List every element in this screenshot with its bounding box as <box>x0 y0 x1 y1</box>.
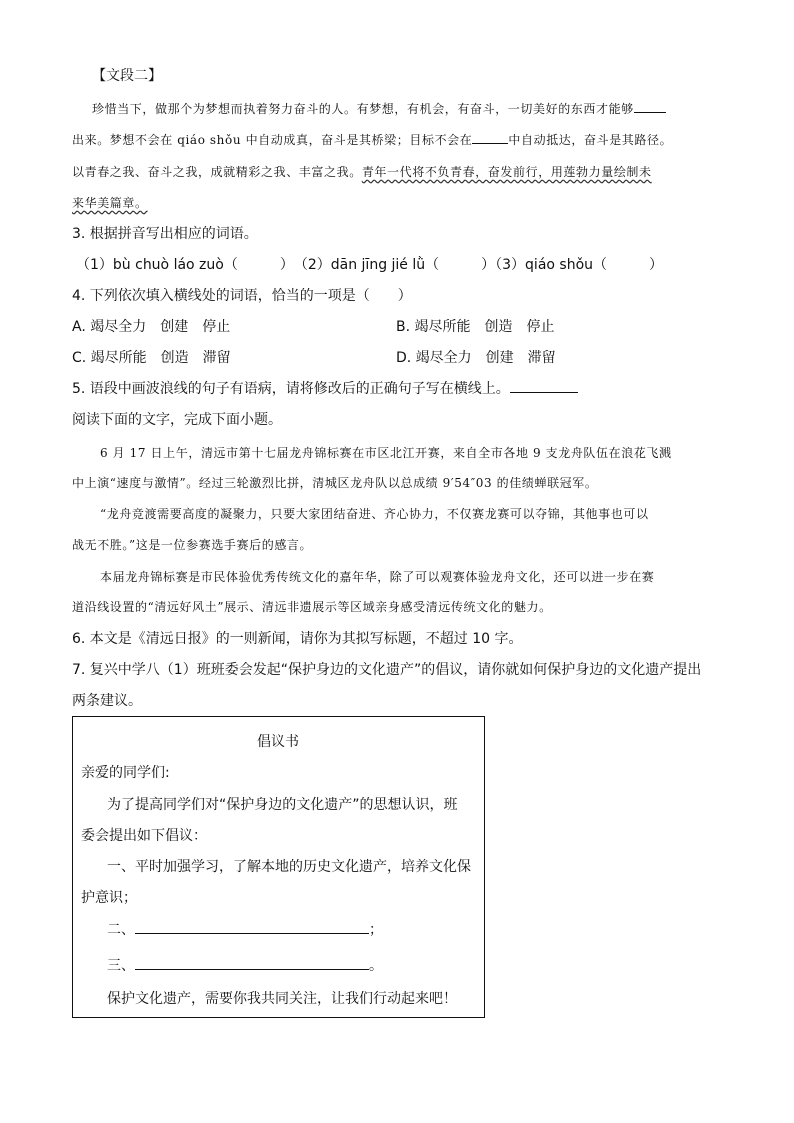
answer-blank[interactable] <box>135 957 369 970</box>
proposal-intro-cont: 委会提出如下倡议： <box>81 828 207 844</box>
question-5-text: 5. 语段中画波浪线的句子有语病，请将修改后的正确句子写在横线上。 <box>72 381 510 397</box>
proposal-box <box>72 716 485 1018</box>
passage-text: 以青春之我、奋斗之我，成就精彩之我、丰富之我。 <box>72 165 362 179</box>
answer-blank[interactable] <box>135 921 369 934</box>
proposal-intro: 为了提高同学们对“保护身边的文化遗产”的思想认识，班 <box>107 797 458 813</box>
question-6: 6. 本文是《清远日报》的一则新闻，请你为其拟写标题，不超过 10 字。 <box>72 631 523 647</box>
question-7: 7. 复兴中学八（1）班班委会发起“保护身边的文化遗产”的倡议，请你就如何保护身边的文化遗产提出 <box>72 662 702 678</box>
news-paragraph-3: 本届龙舟锦标赛是市民体验优秀传统文化的嘉年华，除了可以观赛体验龙舟文化，还可以进一步在赛 <box>100 570 655 584</box>
proposal-item-2 <box>107 921 383 939</box>
answer-blank[interactable] <box>472 131 508 144</box>
item-end: 。 <box>369 958 383 974</box>
news-paragraph-2: “龙舟竞渡需要高度的凝聚力，只要大家团结奋进、齐心协力，不仅赛龙赛可以夺锦，其他事也可以 <box>100 507 649 521</box>
passage-line-1 <box>92 100 666 118</box>
item-end: ； <box>369 922 383 938</box>
news-paragraph-1: 6 月 17 日上午，清远市第十七届龙舟锦标赛在市区北江开赛，来自全市各地 9 支龙舟队伍在浪花飞溅 <box>100 446 672 460</box>
passage-line-2 <box>72 131 672 149</box>
news-paragraph-1-cont: 中上演“速度与激情”。经过三轮激烈比拼，清城区龙舟队以总成绩 9′54″03 的佳绩蝉联冠军。 <box>72 476 598 490</box>
reading-intro: 阅读下面的文字，完成下面小题。 <box>72 412 282 428</box>
proposal-greeting: 亲爱的同学们: <box>81 765 170 781</box>
passage-line-4 <box>72 194 148 212</box>
passage-line-3 <box>72 163 652 181</box>
news-paragraph-3-cont: 道沿线设置的“清远好风土”展示、清远非遗展示等区域亲身感受清远传统文化的魅力。 <box>72 600 552 614</box>
answer-blank[interactable] <box>634 100 666 113</box>
passage-text: 中自动抵达，奋斗是其路径。 <box>508 133 673 147</box>
proposal-title: 倡议书 <box>257 734 299 750</box>
news-paragraph-2-cont: 战无不胜。”这是一位参赛选手赛后的感言。 <box>72 538 313 552</box>
question-4: 4. 下列依次填入横线处的词语，恰当的一项是（ ） <box>72 288 412 304</box>
passage-text: 出来。梦想不会在 qiáo shǒu 中自动成真，奋斗是其桥梁；目标不会在 <box>72 133 473 147</box>
proposal-item-1: 一、平时加强学习，了解本地的历史文化遗产，培养文化保 <box>107 859 471 875</box>
question-5 <box>72 380 578 398</box>
item-label: 二、 <box>107 922 135 938</box>
option-b[interactable]: B. 竭尽所能 创造 停止 <box>396 319 555 335</box>
proposal-item-3 <box>107 957 383 975</box>
proposal-closing: 保护文化遗产，需要你我共同关注，让我们行动起来吧！ <box>107 991 457 1007</box>
question-3: 3. 根据拼音写出相应的词语。 <box>72 226 258 242</box>
proposal-item-1-cont: 护意识； <box>81 890 137 906</box>
option-d[interactable]: D. 竭尽全力 创建 滞留 <box>396 350 556 366</box>
wavy-sentence: 来华美篇章。 <box>72 196 148 210</box>
option-a[interactable]: A. 竭尽全力 创建 停止 <box>72 319 231 335</box>
item-label: 三、 <box>107 958 135 974</box>
wavy-sentence: 青年一代将不负青春，奋发前行，用莲勃力量绘制未 <box>361 165 652 179</box>
section-title: 【文段二】 <box>92 68 162 84</box>
question-3-items: （1）bù chuò láo zuò（ ） （2）dān jīng jié lǜ（ ）（3）qiáo shǒu（ ） <box>76 257 664 273</box>
option-c[interactable]: C. 竭尽所能 创造 滞留 <box>72 350 231 366</box>
answer-blank[interactable] <box>510 380 578 393</box>
passage-text: 珍惜当下，做那个为梦想而执着努力奋斗的人。有梦想，有机会，有奋斗，一切美好的东西才能够 <box>92 102 634 116</box>
question-7-cont: 两条建议。 <box>72 693 142 709</box>
